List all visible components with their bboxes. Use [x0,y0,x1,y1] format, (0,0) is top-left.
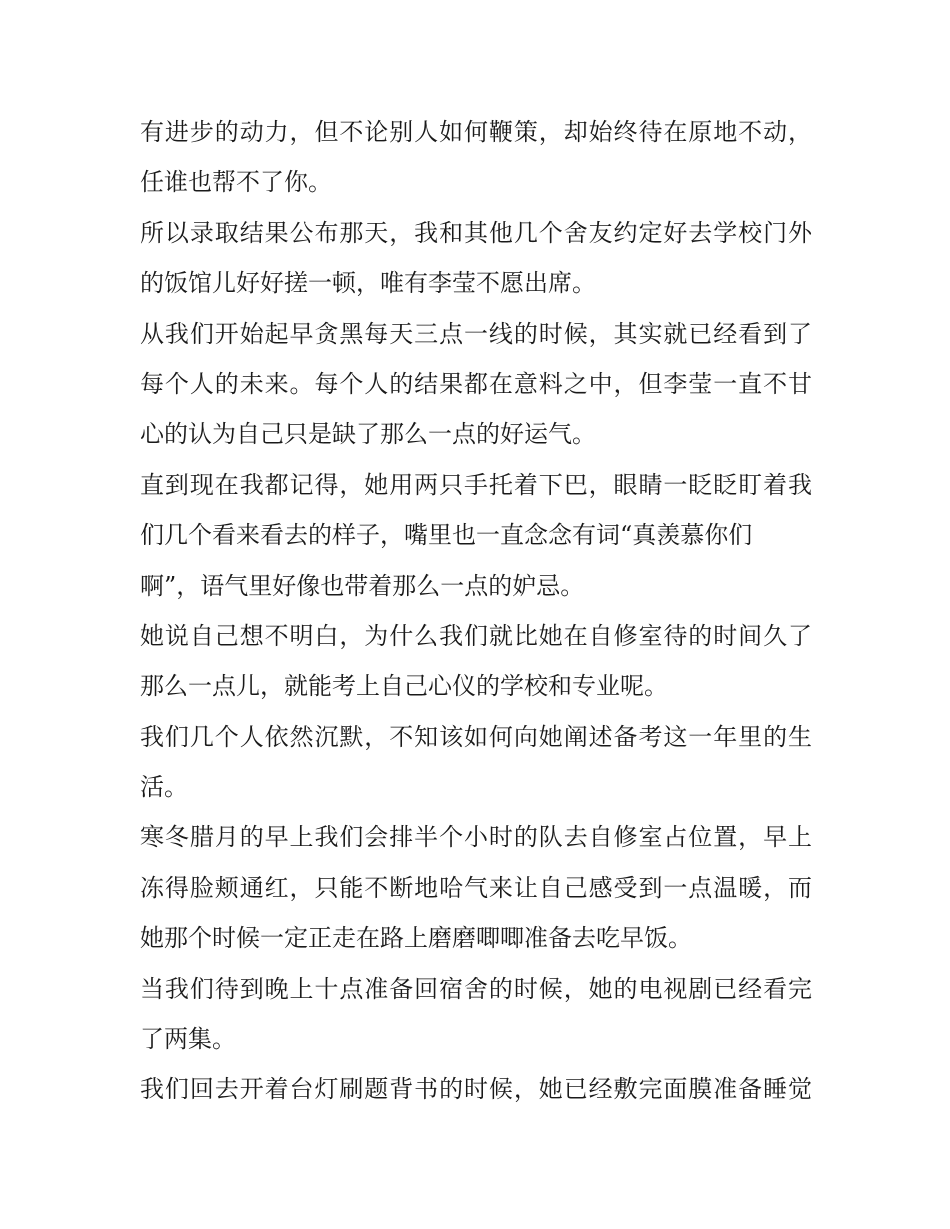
text-line: 心的认为自己只是缺了那么一点的好运气。 [140,420,596,449]
text-line: 直到现在我都记得，她用两只手托着下巴，眼睛一眨眨盯着我 [140,470,812,499]
text-line: 当我们待到晚上十点准备回宿舍的时候，她的电视剧已经看完 [140,974,812,1003]
document-body [140,107,812,1115]
text-line: 啊”，语气里好像也带着那么一点的妒忌。 [140,571,585,600]
text-line: 所以录取结果公布那天，我和其他几个舍友约定好去学校门外 [140,218,812,247]
text-line: 她说自己想不明白，为什么我们就比她在自修室待的时间久了 [140,621,812,650]
text-line: 她那个时候一定正走在路上磨磨唧唧准备去吃早饭。 [140,924,692,953]
text-line: 我们回去开着台灯刷题背书的时候，她已经敷完面膜准备睡觉 [140,1075,812,1104]
text-line: 有进步的动力，但不论别人如何鞭策，却始终待在原地不动， [140,118,812,146]
text-line: 们几个看来看去的样子，嘴里也一直念念有词“真羡慕你们 [140,521,753,550]
text-line: 寒冬腊月的早上我们会排半个小时的队去自修室占位置，早上 [140,823,812,852]
text-line: 活。 [140,773,188,802]
text-line: 了两集。 [140,1025,236,1054]
text-line: 我们几个人依然沉默，不知该如何向她阐述备考这一年里的生 [140,722,812,751]
text-line: 任谁也帮不了你。 [140,168,332,197]
text-line: 从我们开始起早贪黑每天三点一线的时候，其实就已经看到了 [140,319,812,348]
text-line: 冻得脸颊通红，只能不断地哈气来让自己感受到一点温暖，而 [140,873,812,902]
text-line: 的饭馆儿好好搓一顿，唯有李莹不愿出席。 [140,269,596,298]
text-line: 那么一点儿，就能考上自己心仪的学校和专业呢。 [140,672,668,701]
text-line: 每个人的未来。每个人的结果都在意料之中，但李莹一直不甘 [140,369,812,398]
